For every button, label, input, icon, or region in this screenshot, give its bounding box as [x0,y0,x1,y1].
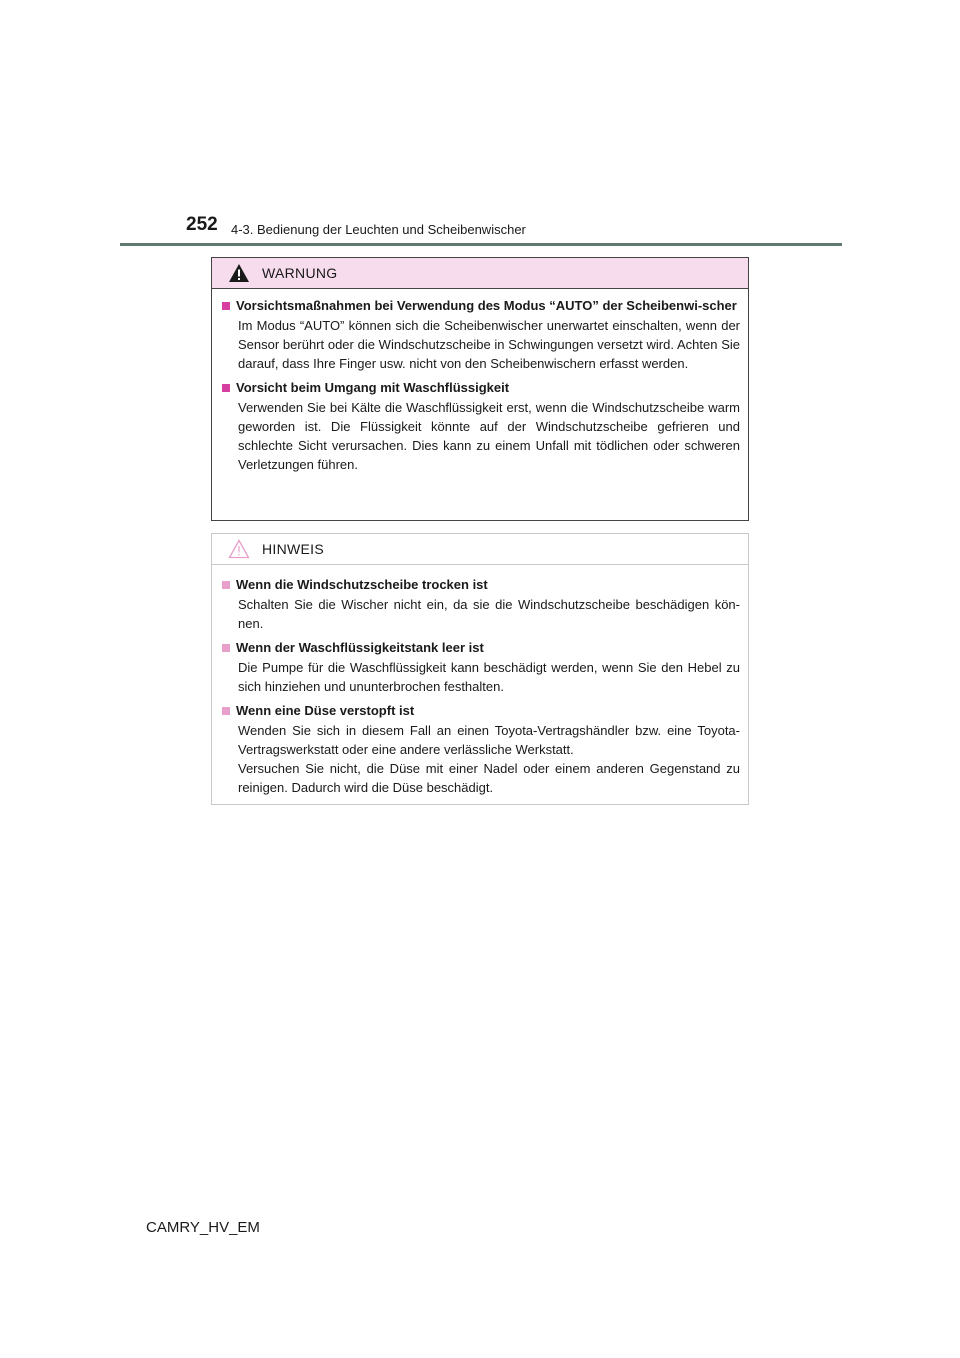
caution-triangle-outline-icon [228,539,250,559]
header-rule [120,243,842,246]
section-title: 4-3. Bedienung der Leuchten und Scheibenwischer [231,222,526,237]
warning-item-text: Im Modus “AUTO” können sich die Scheibenwischer unerwartet einschalten, wenn der Sensor berührt oder die Windschutzscheibe in Schwingungen versetzt wird. Achten Sie darauf, dass Ihre Finger usw. nicht von den Scheibenwischern erfasst werden. [238,318,740,371]
warning-item-title: Vorsicht beim Umgang mit Waschflüssigkeit [236,380,510,395]
warning-triangle-icon [228,263,250,283]
notice-item [220,576,740,633]
notice-item-title: Wenn die Windschutzscheibe trocken ist [236,577,488,592]
notice-item-text: Die Pumpe für die Waschflüssigkeit kann beschädigt werden, wenn Sie den Hebel zu sich hinziehen und ununterbrochen festhalten. [238,660,740,694]
footer-code: CAMRY_HV_EM [146,1219,260,1236]
notice-item [220,639,740,696]
notice-item-title: Wenn eine Düse verstopft ist [236,703,415,718]
square-bullet-icon [222,384,230,392]
warning-header [212,258,748,289]
notice-item-text: Wenden Sie sich in diesem Fall an einen Toyota-Vertragshändler bzw. eine Toyota-Vertragswerkstatt oder eine andere verlässliche Werkstatt. [238,723,740,757]
notice-box [211,533,749,805]
square-bullet-icon [222,644,230,652]
page-number: 252 [186,214,218,235]
notice-item-text: Schalten Sie die Wischer nicht ein, da sie die Windschutzscheibe beschädigen kön-nen. [238,597,740,631]
notice-label: HINWEIS [262,541,324,557]
warning-box [211,257,749,521]
warning-item-text: Verwenden Sie bei Kälte die Waschflüssigkeit erst, wenn die Windschutzscheibe warm geworden ist. Die Flüssigkeit könnte auf der Windschutzscheibe gefrieren und schlechte Sicht verursachen. Dies kann zu einem Unfall mit tödlichen oder schweren Verletzungen führen. [238,400,740,472]
square-bullet-icon [222,707,230,715]
warning-item-title: Vorsichtsmaßnahmen bei Verwendung des Modus “AUTO” der Scheibenwi-scher [236,298,737,313]
notice-item-title: Wenn der Waschflüssigkeitstank leer ist [236,640,484,655]
warning-label: WARNUNG [262,265,338,281]
notice-item [220,702,740,797]
warning-item [220,297,740,373]
warning-item [220,379,740,474]
square-bullet-icon [222,302,230,310]
square-bullet-icon [222,581,230,589]
notice-item-text: Versuchen Sie nicht, die Düse mit einer Nadel oder einem anderen Gegenstand zu reinigen. Dadurch wird die Düse beschädigt. [238,761,740,795]
notice-header [212,534,748,565]
